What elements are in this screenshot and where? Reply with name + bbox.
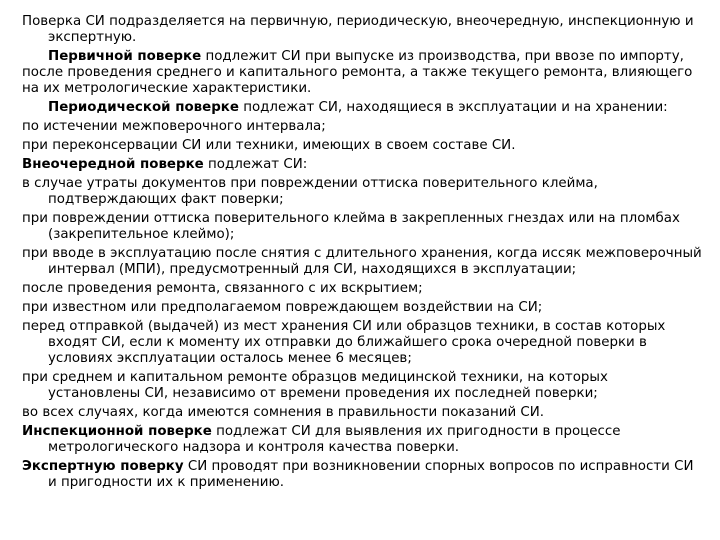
paragraph-intro [22, 14, 704, 46]
term-periodic-verification: Периодической поверке [48, 100, 239, 115]
paragraph-text: перед отправкой (выдачей) из мест хранения СИ или образцов техники, в состав которых входят СИ, если к моменту их отправки до ближайшего срока очередной поверки в условиях эксплуатации осталось менее 6 месяцев; [22, 319, 666, 366]
paragraph-text: во всех случаях, когда имеются сомнения в правильности показаний СИ. [22, 405, 545, 420]
paragraph-text: при вводе в эксплуатацию после снятия с длительного хранения, когда иссяк межповерочный интервал (МПИ), предусмотренный для СИ, находящихся в эксплуатации; [22, 246, 702, 277]
term-inspection-verification: Инспекционной поверке [22, 424, 212, 439]
paragraph-text: при переконсервации СИ или техники, имеющих в своем составе СИ. [22, 138, 516, 153]
paragraph-text: подлежат СИ: [203, 157, 308, 172]
term-primary-verification: Первичной поверке [48, 49, 202, 64]
list-item [22, 119, 704, 135]
paragraph-text: после проведения ремонта, связанного с их вскрытием; [22, 281, 423, 296]
paragraph-text: СИ проводят при возникновении спорных вопросов по исправности СИ и пригодности их к применению. [48, 459, 694, 490]
paragraph-text: при известном или предполагаемом повреждающем воздействии на СИ; [22, 300, 543, 315]
list-item [22, 138, 704, 154]
paragraph-primary-verification [22, 49, 704, 97]
paragraph-text: в случае утраты документов при повреждении оттиска поверительного клейма, подтверждающих факт поверки; [22, 176, 598, 207]
paragraph-expert-verification [22, 459, 704, 491]
paragraph-text: при повреждении оттиска поверительного клейма в закрепленных гнездах или на пломбах (закрепительное клеймо); [22, 211, 680, 242]
paragraph-text: подлежат СИ, находящиеся в эксплуатации и на хранении: [238, 100, 668, 115]
list-item [22, 246, 704, 278]
paragraph-extraordinary-verification [22, 157, 704, 173]
list-item [22, 405, 704, 421]
term-expert-verification: Экспертную поверку [22, 459, 184, 474]
paragraph-text: подлежат СИ для выявления их пригодности в процессе метрологического надзора и контроля качества поверки. [48, 424, 621, 455]
list-item [22, 300, 704, 316]
paragraph-text: при среднем и капитальном ремонте образцов медицинской техники, на которых установлены СИ, независимо от времени проведения их последней поверки; [22, 370, 608, 401]
list-item [22, 281, 704, 297]
list-item [22, 370, 704, 402]
paragraph-text: подлежит СИ при выпуске из производства, при ввозе по импорту, после проведения среднего и капитального ремонта, а также текущего ремонта, влияющего на их метрологические характеристики. [22, 49, 693, 96]
paragraph-text: по истечении межповерочного интервала; [22, 119, 326, 134]
term-extraordinary-verification: Внеочередной поверке [22, 157, 204, 172]
list-item [22, 176, 704, 208]
paragraph-periodic-verification [22, 100, 704, 116]
list-item [22, 211, 704, 243]
paragraph-text: Поверка СИ подразделяется на первичную, периодическую, внеочередную, инспекционную и экспертную. [22, 14, 694, 45]
paragraph-inspection-verification [22, 424, 704, 456]
list-item [22, 319, 704, 367]
